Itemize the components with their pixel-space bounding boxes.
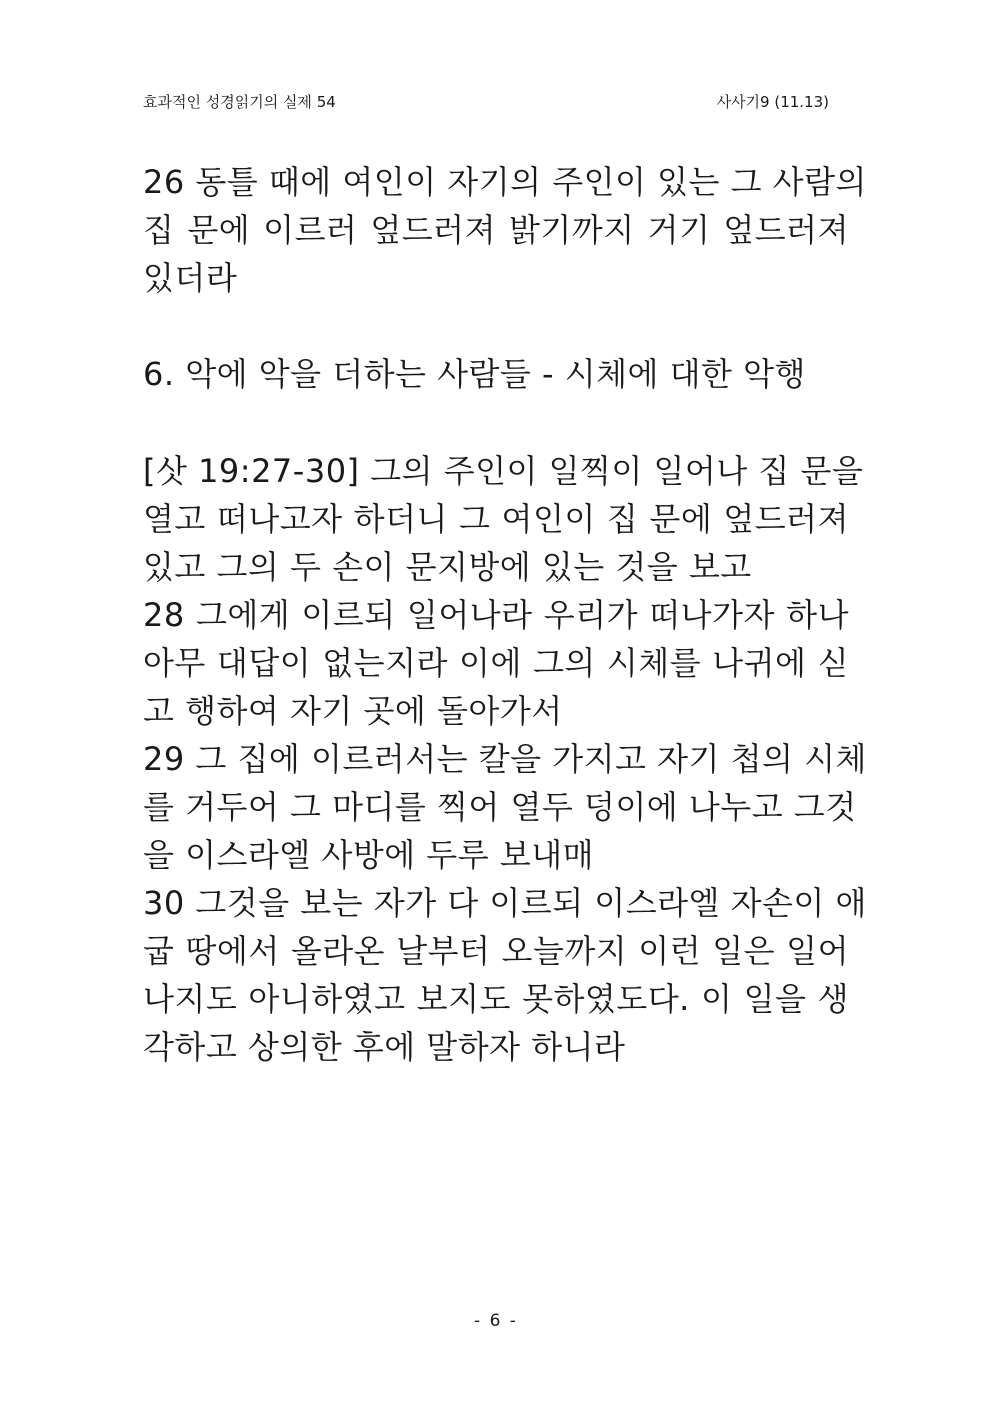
text-line: 굽 땅에서 올라온 날부터 오늘까지 이런 일은 일어 xyxy=(143,932,849,970)
text-line: 각하고 상의한 후에 말하자 하니라 xyxy=(143,1028,626,1066)
section-heading: 6. 악에 악을 더하는 사람들 - 시체에 대한 악행 xyxy=(143,355,806,393)
page-number: - 6 - xyxy=(474,1311,518,1331)
text-line: 나지도 아니하였고 보지도 못하였도다. 이 일을 생 xyxy=(143,980,849,1018)
text-line: 를 거두어 그 마디를 찍어 열두 덩이에 나누고 그것 xyxy=(143,788,857,826)
text-line: 26 동틀 때에 여인이 자기의 주인이 있는 그 사람의 xyxy=(143,163,867,201)
text-line: 열고 떠나고자 하더니 그 여인이 집 문에 엎드러져 xyxy=(143,500,849,538)
page-header xyxy=(143,90,829,114)
text-line: [삿 19:27-30] 그의 주인이 일찍이 일어나 집 문을 xyxy=(143,452,864,490)
text-line: 30 그것을 보는 자가 다 이르되 이스라엘 자손이 애 xyxy=(143,884,867,922)
text-line: 집 문에 이르러 엎드러져 밝기까지 거기 엎드러져 xyxy=(143,211,849,249)
text-line: 29 그 집에 이르러서는 칼을 가지고 자기 첩의 시체 xyxy=(143,740,867,778)
passage-verses-27-30 xyxy=(143,447,867,1071)
text-line: 을 이스라엘 사방에 두루 보내매 xyxy=(143,836,595,874)
text-line: 있고 그의 두 손이 문지방에 있는 것을 보고 xyxy=(143,548,752,586)
text-line: 28 그에게 이르되 일어나라 우리가 떠나가자 하나 xyxy=(143,596,849,634)
text-line: 있더라 xyxy=(143,259,238,297)
text-line: 아무 대답이 없는지라 이에 그의 시체를 나귀에 싣 xyxy=(143,644,849,682)
passage-verse-26 xyxy=(143,158,867,302)
text-line: 고 행하여 자기 곳에 돌아가서 xyxy=(143,692,563,730)
header-chapter-date: 사사기9 (11.13) xyxy=(716,93,829,111)
header-book-title: 효과적인 성경읽기의 실제 54 xyxy=(143,93,336,111)
